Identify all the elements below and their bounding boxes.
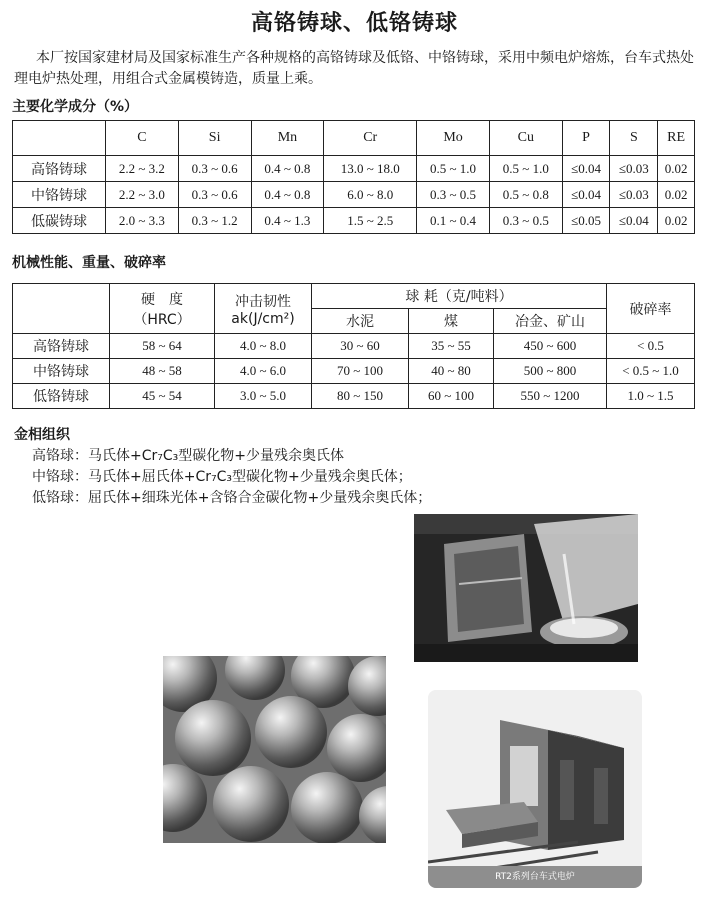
steel-balls-illustration bbox=[163, 656, 386, 843]
column-header: Mn bbox=[251, 121, 324, 156]
metallography-line: 低铬球：屈氏体+细珠光体+含铬合金碳化物+少量残余奥氏体； bbox=[32, 490, 432, 506]
column-header: P bbox=[562, 121, 610, 156]
table-cell: 40 ~ 80 bbox=[409, 359, 494, 384]
furnace-illustration bbox=[414, 514, 638, 662]
table-header-row bbox=[13, 121, 695, 156]
column-header: S bbox=[610, 121, 658, 156]
furnace-caption: RT2系列台车式电炉 bbox=[495, 872, 575, 882]
hardness-header bbox=[110, 284, 215, 334]
mech-section-title: 机械性能、重量、破碎率 bbox=[12, 255, 166, 271]
table-cell: 550 ~ 1200 bbox=[494, 384, 607, 409]
row-label: 低碳铸球 bbox=[13, 208, 106, 234]
consumption-subheader: 煤 bbox=[409, 309, 494, 334]
table-row bbox=[13, 334, 695, 359]
row-label: 中铬铸球 bbox=[13, 359, 110, 384]
table-cell: 500 ~ 800 bbox=[494, 359, 607, 384]
table-cell: 2.2 ~ 3.0 bbox=[106, 182, 179, 208]
column-header: Cu bbox=[489, 121, 562, 156]
table-row bbox=[13, 156, 695, 182]
hardness-label: 硬 度 bbox=[141, 291, 183, 308]
chemical-composition-table bbox=[12, 120, 695, 234]
consumption-subheader: 水泥 bbox=[312, 309, 409, 334]
table-cell: 0.1 ~ 0.4 bbox=[417, 208, 490, 234]
table-cell: ≤0.04 bbox=[610, 208, 658, 234]
chem-section-title: 主要化学成分（%） bbox=[12, 99, 139, 115]
table-cell: 0.3 ~ 0.5 bbox=[417, 182, 490, 208]
table-cell: 4.0 ~ 6.0 bbox=[215, 359, 312, 384]
row-label: 高铬铸球 bbox=[13, 334, 110, 359]
table-cell: 0.4 ~ 0.8 bbox=[251, 156, 324, 182]
column-header: RE bbox=[658, 121, 695, 156]
column-header: Si bbox=[178, 121, 251, 156]
table-cell: 2.0 ~ 3.3 bbox=[106, 208, 179, 234]
consumption-header: 球 耗（克/吨料） bbox=[312, 284, 607, 309]
corner-cell bbox=[13, 284, 110, 334]
table-cell: 30 ~ 60 bbox=[312, 334, 409, 359]
table-cell: ≤0.03 bbox=[610, 182, 658, 208]
table-cell: 48 ~ 58 bbox=[110, 359, 215, 384]
table-cell: 0.3 ~ 0.6 bbox=[178, 156, 251, 182]
table-cell: 58 ~ 64 bbox=[110, 334, 215, 359]
hardness-unit: （HRC） bbox=[133, 311, 191, 328]
table-row bbox=[13, 384, 695, 409]
table-cell: 13.0 ~ 18.0 bbox=[324, 156, 417, 182]
table-cell: 0.02 bbox=[658, 156, 695, 182]
table-cell: 45 ~ 54 bbox=[110, 384, 215, 409]
column-header: C bbox=[106, 121, 179, 156]
table-cell: 60 ~ 100 bbox=[409, 384, 494, 409]
impact-unit: ak(J/cm²) bbox=[231, 310, 295, 327]
row-label: 中铬铸球 bbox=[13, 182, 106, 208]
impact-label: 冲击韧性 bbox=[235, 293, 291, 310]
table-cell: 3.0 ~ 5.0 bbox=[215, 384, 312, 409]
furnace-photo bbox=[414, 514, 638, 662]
table-cell: < 0.5 ~ 1.0 bbox=[607, 359, 695, 384]
table-cell: ≤0.04 bbox=[562, 182, 610, 208]
impact-header bbox=[215, 284, 312, 334]
table-cell: 1.5 ~ 2.5 bbox=[324, 208, 417, 234]
electric-furnace-photo bbox=[428, 690, 642, 888]
table-header-row bbox=[13, 284, 695, 309]
metallography-line: 中铬球：马氏体+屈氏体+Cr₇C₃型碳化物+少量残余奥氏体； bbox=[32, 469, 412, 485]
page-title: 高铬铸球、低铬铸球 bbox=[250, 10, 458, 36]
metallography-title: 金相组织 bbox=[14, 427, 70, 443]
column-header: Cr bbox=[324, 121, 417, 156]
row-label: 高铬铸球 bbox=[13, 156, 106, 182]
row-label: 低铬铸球 bbox=[13, 384, 110, 409]
metallography-line: 高铬球：马氏体+Cr₇C₃型碳化物+少量残余奥氏体 bbox=[32, 448, 344, 464]
table-cell: 6.0 ~ 8.0 bbox=[324, 182, 417, 208]
consumption-subheader: 冶金、矿山 bbox=[494, 309, 607, 334]
table-cell: 70 ~ 100 bbox=[312, 359, 409, 384]
table-cell: ≤0.05 bbox=[562, 208, 610, 234]
column-header: Mo bbox=[417, 121, 490, 156]
steel-balls-photo bbox=[163, 656, 386, 843]
table-cell: 4.0 ~ 8.0 bbox=[215, 334, 312, 359]
table-row bbox=[13, 208, 695, 234]
table-row bbox=[13, 182, 695, 208]
table-cell: 450 ~ 600 bbox=[494, 334, 607, 359]
table-cell: 2.2 ~ 3.2 bbox=[106, 156, 179, 182]
table-cell: 0.02 bbox=[658, 182, 695, 208]
table-cell: 80 ~ 150 bbox=[312, 384, 409, 409]
table-cell: 1.0 ~ 1.5 bbox=[607, 384, 695, 409]
table-cell: 0.3 ~ 1.2 bbox=[178, 208, 251, 234]
electric-furnace-illustration bbox=[428, 690, 642, 888]
table-cell: ≤0.04 bbox=[562, 156, 610, 182]
table-cell: 0.3 ~ 0.5 bbox=[489, 208, 562, 234]
table-cell: 0.5 ~ 1.0 bbox=[489, 156, 562, 182]
table-cell: 0.5 ~ 0.8 bbox=[489, 182, 562, 208]
table-cell: 0.5 ~ 1.0 bbox=[417, 156, 490, 182]
mechanical-properties-table bbox=[12, 283, 695, 409]
table-cell: 0.4 ~ 0.8 bbox=[251, 182, 324, 208]
intro-paragraph: 本厂按国家建材局及国家标准生产各种规格的高铬铸球及低铬、中铬铸球，采用中频电炉熔炼，台车式热处理电炉热处理，用组合式金属模铸造，质量上乘。 bbox=[14, 50, 694, 87]
table-cell: 0.3 ~ 0.6 bbox=[178, 182, 251, 208]
table-cell: 0.4 ~ 1.3 bbox=[251, 208, 324, 234]
table-cell: < 0.5 bbox=[607, 334, 695, 359]
table-cell: ≤0.03 bbox=[610, 156, 658, 182]
table-cell: 0.02 bbox=[658, 208, 695, 234]
breakage-header: 破碎率 bbox=[607, 284, 695, 334]
corner-cell bbox=[13, 121, 106, 156]
table-cell: 35 ~ 55 bbox=[409, 334, 494, 359]
table-row bbox=[13, 359, 695, 384]
metallography-section bbox=[14, 425, 431, 509]
